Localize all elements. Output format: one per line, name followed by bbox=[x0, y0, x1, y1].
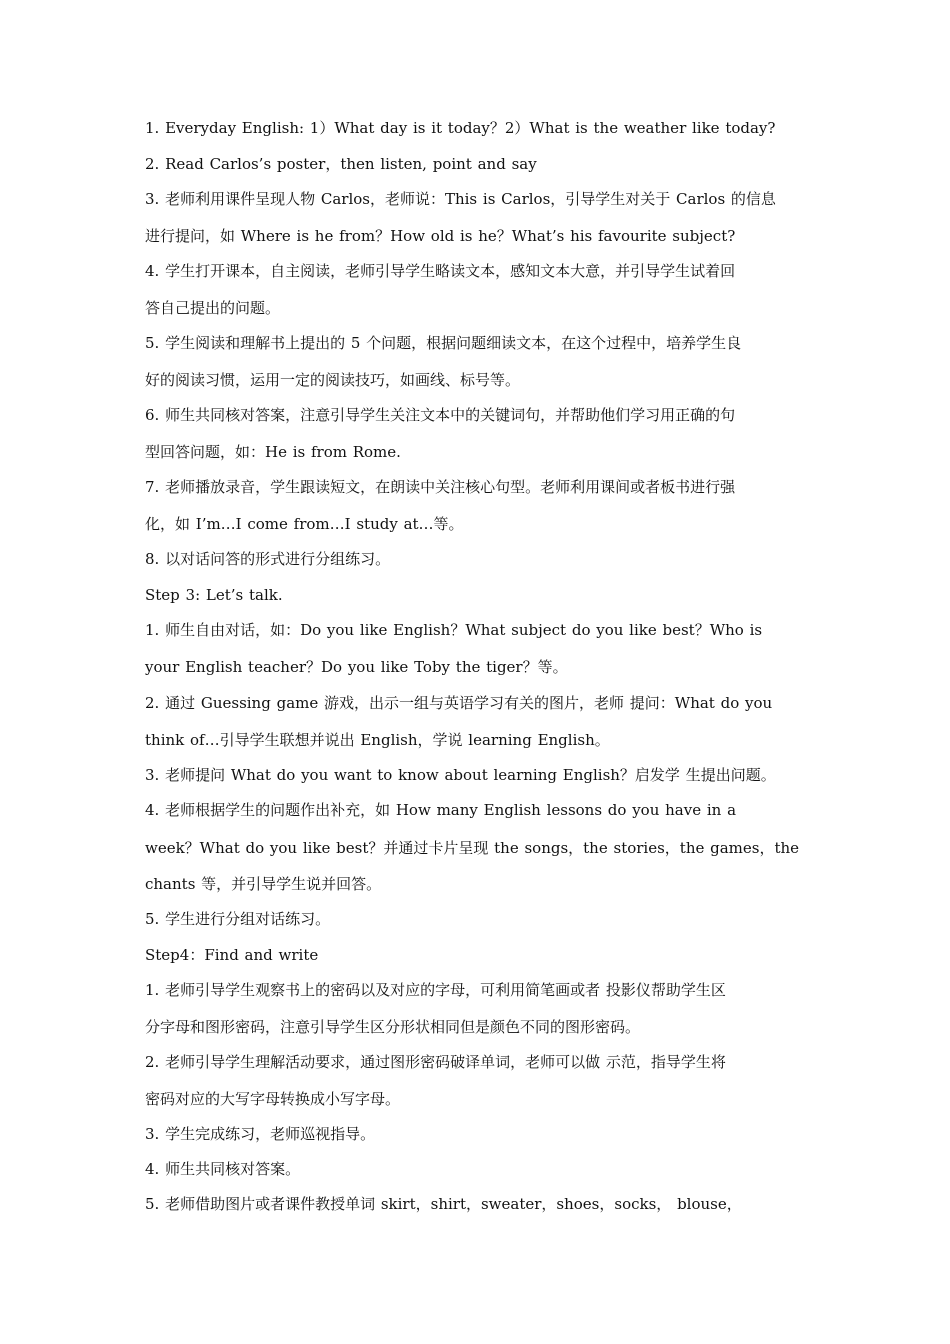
text-line: 1. 师生自由对话，如：Do you like English？What subject do you like best？Who is bbox=[145, 621, 763, 639]
text-line: 2. 通过 Guessing game 游戏，出示一组与英语学习有关的图片，老师 提问：What do you bbox=[145, 694, 773, 712]
text-line: 4. 老师根据学生的问题作出补充，如 How many English lessons do you have in a bbox=[145, 801, 737, 819]
text-line: 化，如 I’m…I come from…I study at…等。 bbox=[145, 515, 464, 533]
text-line: 5. 老师借助图片或者课件教授单词 skirt，shirt，sweater，shoes，socks， blouse， bbox=[145, 1195, 742, 1213]
text-line: 1. 老师引导学生观察书上的密码以及对应的字母，可利用简笔画或者 投影仪帮助学生区 bbox=[145, 981, 726, 999]
text-line: week？What do you like best？并通过卡片呈现 the songs，the stories，the games，the bbox=[145, 839, 800, 857]
text-line: 6. 师生共同核对答案，注意引导学生关注文本中的关键词句，并帮助他们学习用正确的句 bbox=[145, 406, 736, 424]
text-line: chants 等，并引导学生说并回答。 bbox=[145, 875, 382, 893]
text-line: 8. 以对话问答的形式进行分组练习。 bbox=[145, 550, 391, 568]
text-line: 答自己提出的问题。 bbox=[145, 299, 281, 317]
section-heading: Step 3: Let’s talk. bbox=[145, 586, 283, 604]
text-line: 3. 老师提问 What do you want to know about learning English？启发学 生提出问题。 bbox=[145, 766, 776, 784]
text-line: 7. 老师播放录音，学生跟读短文，在朗读中关注核心句型。老师利用课间或者板书进行强 bbox=[145, 478, 736, 496]
text-line: your English teacher？Do you like Toby the tiger？等。 bbox=[145, 658, 568, 676]
text-line: 2. Read Carlos’s poster，then listen, point and say bbox=[145, 155, 537, 173]
text-line: 密码对应的大写字母转换成小写字母。 bbox=[145, 1090, 401, 1108]
text-line: 型回答问题，如：He is from Rome. bbox=[145, 443, 401, 461]
text-line: 分字母和图形密码，注意引导学生区分形状相同但是颜色不同的图形密码。 bbox=[145, 1018, 641, 1036]
text-line: think of…引导学生联想并说出 English，学说 learning English。 bbox=[145, 731, 610, 749]
text-line: 进行提问，如 Where is he from？How old is he？What’s his favourite subject? bbox=[145, 227, 736, 245]
text-line: 3. 老师利用课件呈现人物 Carlos，老师说：This is Carlos，引导学生对关于 Carlos 的信息 bbox=[145, 190, 776, 208]
text-line: 好的阅读习惯，运用一定的阅读技巧，如画线、标号等。 bbox=[145, 371, 521, 389]
text-line: 4. 学生打开课本，自主阅读，老师引导学生略读文本，感知文本大意，并引导学生试着回 bbox=[145, 262, 736, 280]
text-line: 4. 师生共同核对答案。 bbox=[145, 1160, 301, 1178]
section-heading: Step4：Find and write bbox=[145, 946, 319, 964]
text-line: 5. 学生进行分组对话练习。 bbox=[145, 910, 331, 928]
text-line: 2. 老师引导学生理解活动要求，通过图形密码破译单词，老师可以做 示范，指导学生将 bbox=[145, 1053, 726, 1071]
text-line: 5. 学生阅读和理解书上提出的 5 个问题，根据问题细读文本，在这个过程中，培养学生良 bbox=[145, 334, 742, 352]
text-line: 1. Everyday English: 1）What day is it today？2）What is the weather like today? bbox=[145, 119, 776, 137]
text-line: 3. 学生完成练习，老师巡视指导。 bbox=[145, 1125, 376, 1143]
